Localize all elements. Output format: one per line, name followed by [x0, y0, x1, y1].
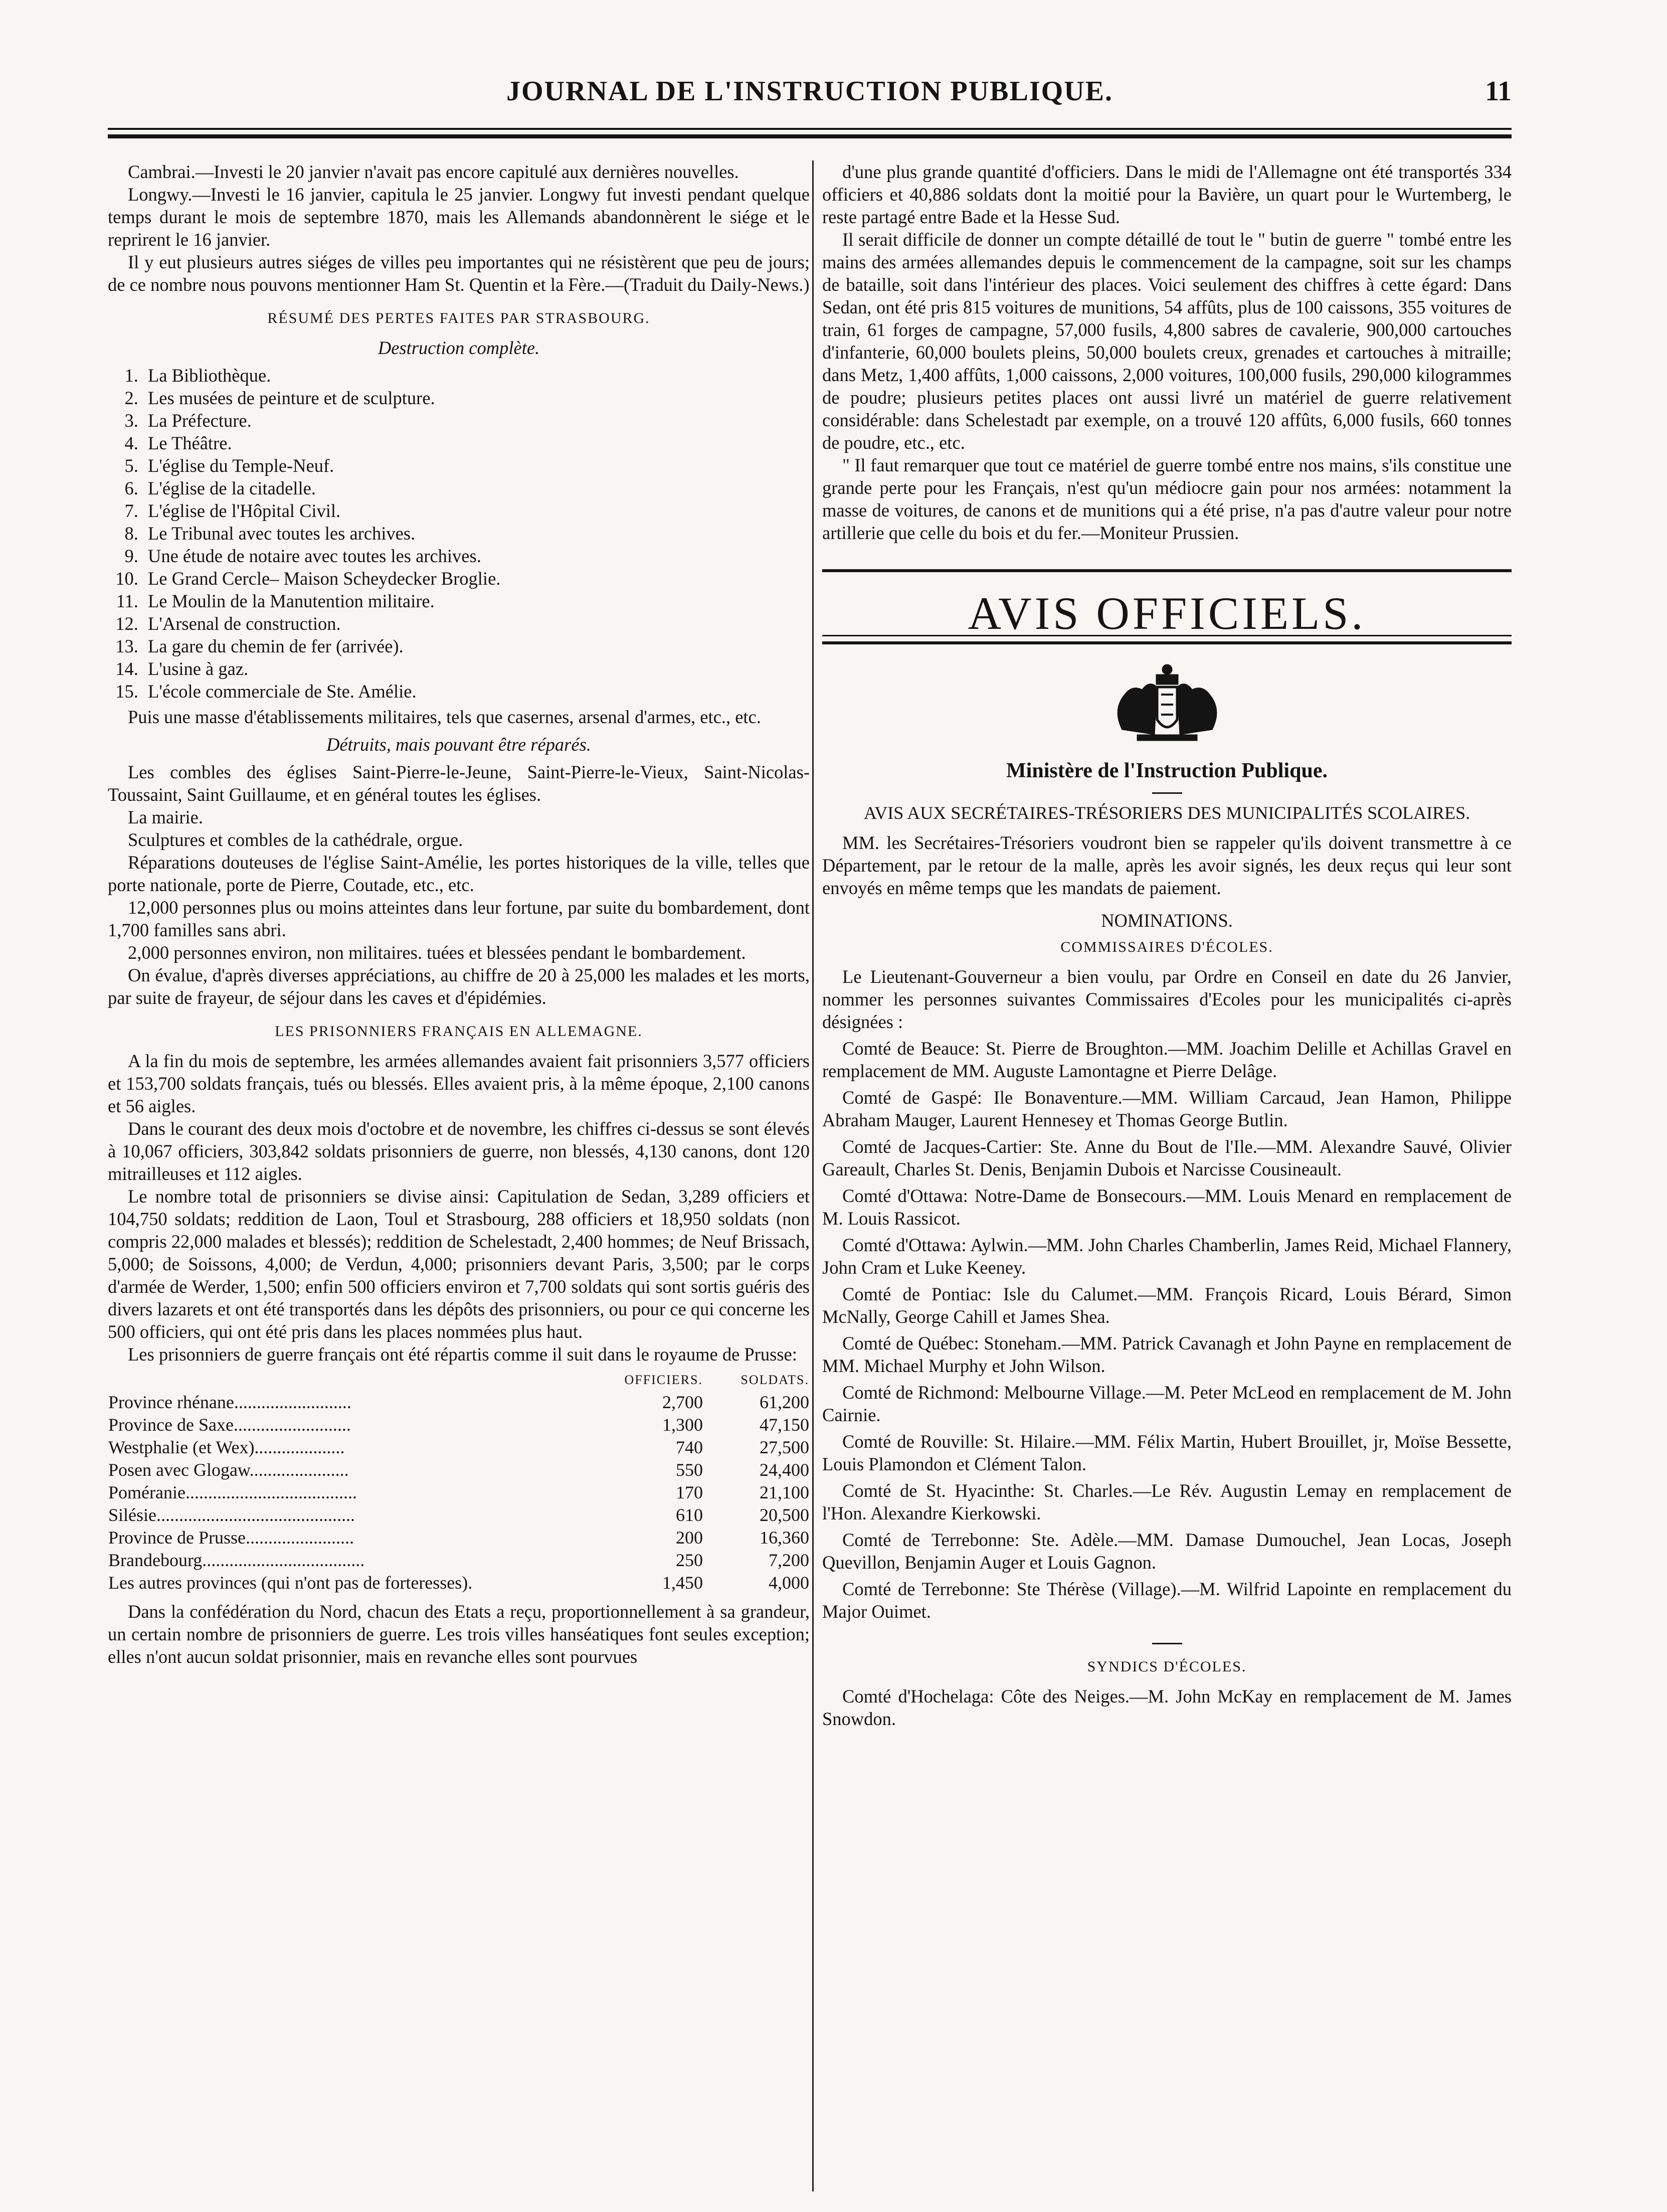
- table-cell-officers: 1,300: [662, 1415, 703, 1435]
- avis-officiels-title: AVIS OFFICIELS.: [968, 588, 1366, 639]
- nominations-heading: NOMINATIONS.: [1101, 910, 1233, 931]
- table-cell-province: Poméranie......................................: [108, 1482, 357, 1502]
- repair-paragraph: 2,000 personnes environ, non militaires. tuées et blessées pendant le bombardement.: [128, 942, 746, 963]
- commissaire-entry: Comté de Rouville: St. Hilaire.—MM. Félix Martin, Hubert Brouillet, jr, Moïse Bessette, Louis Plamondon et Clément Talon.: [822, 1431, 1512, 1474]
- destruction-item: 8. Le Tribunal avec toutes les archives.: [143, 522, 810, 545]
- destruction-item: 2. Les musées de peinture et de sculpture.: [143, 387, 810, 409]
- table-cell-soldiers: 21,100: [760, 1482, 809, 1502]
- prisoners-paragraphs: [108, 1050, 810, 1366]
- table-cell-province: Les autres provinces (qui n'ont pas de forteresses).: [108, 1573, 473, 1593]
- commissaires-list: [822, 1037, 1512, 1623]
- prisoners-paragraph: Dans le courant des deux mois d'octobre et de novembre, les chiffres ci-dessus se sont élevés à 10,067 officiers, 303,842 soldats prisonniers de guerre, non blessés, 4,130 canons, dont 120 mitrailleuses et 112 aigles.: [108, 1118, 810, 1184]
- repair-heading: Détruits, mais pouvant être réparés.: [326, 734, 591, 755]
- header-rule-bottom: [108, 134, 1512, 138]
- destruction-item: 5. L'église du Temple-Neuf.: [143, 454, 810, 477]
- table-cell-soldiers: 61,200: [760, 1392, 809, 1412]
- commissaire-entry: Comté de Québec: Stoneham.—MM. Patrick Cavanagh et John Payne en remplacement de MM. Michael Murphy et John Wilson.: [822, 1333, 1512, 1376]
- table-row: [108, 1414, 810, 1436]
- continuation-paragraph: Il serait difficile de donner un compte détaillé de tout le " butin de guerre " tombé entre les mains des armées allemandes depuis le commencement de la campagne, soit sur les champs de bataille, soit dans l'intérieur des places. Voici seulement des chiffres à cette égard: Dans Sedan, ont été pris 815 voitures de munitions, 54 affûts, plus de 100 caissons, 355 voitures de train, 61 forges de campagne, 57,000 fusils, 4,800 sabres de cavalerie, 900,000 cartouches d'infanterie, 60,000 boulets pleins, 50,000 boulets creux, grenades et cartouches à mitraille; dans Metz, 1,400 affûts, 1,000 caissons, 2,000 voitures, 100,000 fusils, 290,000 kilogrammes de poudre; plusieurs petites places ont aussi livré un matériel de guerre relativement considérable: dans Schelestadt par exemple, on a trouvé 120 affûts, 6,000 fusils, 660 tonnes de poudre, etc., etc.: [822, 229, 1512, 453]
- destruction-item: 14. L'usine à gaz.: [143, 657, 810, 680]
- syndic-entry: Comté d'Hochelaga: Côte des Neiges.—M. John McKay en remplacement de M. James Snowdon.: [822, 1686, 1512, 1729]
- table-cell-soldiers: 7,200: [769, 1550, 809, 1570]
- ministere-title: Ministère de l'Instruction Publique.: [1006, 759, 1328, 782]
- table-cell-officers: 2,700: [662, 1392, 703, 1412]
- page-number: 11: [1485, 76, 1512, 107]
- prisoners-paragraph: A la fin du mois de septembre, les armées allemandes avaient fait prisonniers 3,577 officiers et 153,700 soldats français, tués ou blessés. Elles avaient pris, à la même époque, 2,100 canons et 56 aigles.: [108, 1051, 810, 1116]
- intro-paragraph: Longwy.—Investi le 16 janvier, capitula le 25 janvier. Longwy fut investi pendant quelque temps durant le mois de septembre 1870, mais les Allemands abandonnèrent le siége et le reprirent le 16 janvier.: [108, 184, 810, 250]
- repair-paragraph: On évalue, d'après diverses appréciations, au chiffre de 20 à 25,000 les malades et les morts, par suite de frayeur, de séjour dans les caves et d'épidémies.: [108, 965, 810, 1008]
- destruction-item: 15. L'école commerciale de Ste. Amélie.: [143, 680, 810, 703]
- syndics-list: [822, 1685, 1512, 1730]
- coat-of-arms-icon: [1102, 659, 1232, 745]
- right-continuation: [822, 160, 1512, 544]
- table-cell-province: Posen avec Glogaw......................: [108, 1460, 349, 1480]
- commissaire-entry: Comté de Terrebonne: Ste Thérèse (Village).—M. Wilfrid Lapointe en remplacement du Major Ouimet.: [822, 1579, 1512, 1622]
- destruction-item: 11. Le Moulin de la Manutention militaire.: [143, 590, 810, 612]
- header-rule-top: [108, 128, 1512, 130]
- prisoners-paragraph: Les prisonniers de guerre français ont été répartis comme il suit dans le royaume de Prusse:: [128, 1344, 797, 1365]
- table-cell-soldiers: 27,500: [760, 1437, 809, 1457]
- table-row: [108, 1481, 810, 1504]
- table-row: [108, 1436, 810, 1459]
- prisoners-table: [108, 1369, 810, 1594]
- commissaire-entry: Comté de St. Hyacinthe: St. Charles.—Le Rév. Augustin Lemay en remplacement de l'Hon. Alexandre Kierkowski.: [822, 1480, 1512, 1523]
- destruction-after: Puis une masse d'établissements militaires, tels que casernes, arsenal d'armes, etc., etc.: [128, 707, 761, 727]
- commissaire-entry: Comté de Jacques-Cartier: Ste. Anne du Bout de l'Ile.—MM. Alexandre Sauvé, Olivier Gareault, Charles St. Denis, Benjamin Dubois et Narcisse Cousineault.: [822, 1136, 1512, 1179]
- repair-paragraph: 12,000 personnes plus ou moins atteintes dans leur fortune, par suite du bombardement, dont 1,700 familles sans abri.: [108, 897, 810, 940]
- table-cell-officers: 200: [676, 1527, 703, 1548]
- commissaire-entry: Comté de Beauce: St. Pierre de Broughton.—MM. Joachim Delille et Achillas Gravel en remplacement de MM. Auguste Lamontagne et Pierre Delâge.: [822, 1038, 1512, 1081]
- commissaires-heading: COMMISSAIRES D'ÉCOLES.: [1060, 939, 1273, 955]
- commissaire-entry: Comté de Pontiac: Isle du Calumet.—MM. François Ricard, Louis Bérard, Simon McNally, George Cahill et James Shea.: [822, 1284, 1512, 1327]
- destruction-list: [108, 364, 810, 703]
- commissaire-entry: Comté de Richmond: Melbourne Village.—M. Peter McLeod en remplacement de M. John Cairnie.: [822, 1382, 1512, 1425]
- intro-paragraph: Il y eut plusieurs autres siéges de villes peu importantes qui ne résistèrent que peu de jours; de ce nombre nous pouvons mentionner Ham St. Quentin et la Fère.—(Traduit du Daily-News.): [108, 252, 810, 295]
- left-closing: Dans la confédération du Nord, chacun des Etats a reçu, proportionnellement à sa grandeur, un certain nombre de prisonniers de guerre. Les trois villes hanséatiques font seules exception; elles n'ont aucun soldat prisonnier, mais en revanche elles sont pourvues: [108, 1601, 810, 1667]
- table-cell-province: Brandebourg....................................: [108, 1550, 365, 1570]
- table-cell-province: Westphalie (et Wex)....................: [108, 1437, 345, 1457]
- table-cell-province: Province rhénane..........................: [108, 1392, 351, 1412]
- destruction-item: 10. Le Grand Cercle– Maison Scheydecker Broglie.: [143, 567, 810, 590]
- strasbourg-heading: RÉSUMÉ DES PERTES FAITES PAR STRASBOURG.: [267, 310, 650, 326]
- prisoners-heading: LES PRISONNIERS FRANÇAIS EN ALLEMAGNE.: [275, 1023, 643, 1040]
- table-cell-officers: 550: [676, 1460, 703, 1480]
- short-rule: [1152, 792, 1182, 794]
- repair-paragraph: La mairie.: [128, 807, 203, 827]
- avis-text: MM. les Secrétaires-Trésoriers voudront bien se rappeler qu'ils doivent transmettre à ce Département, par le retour de la malle, après les avoir signés, les deux reçus qui leur sont envoyés en même temps que les mandats de paiement.: [822, 832, 1512, 898]
- repair-paragraph: Les combles des églises Saint-Pierre-le-Jeune, Saint-Pierre-le-Vieux, Saint-Nicolas-Toussaint, Saint Guillaume, et en général toutes les églises.: [108, 762, 810, 805]
- table-cell-province: Province de Saxe..........................: [108, 1415, 351, 1435]
- table-row: [108, 1526, 810, 1549]
- left-column: [108, 160, 810, 1668]
- prisoners-paragraph: Le nombre total de prisonniers se divise ainsi: Capitulation de Sedan, 3,289 officiers et 104,750 soldats; reddition de Laon, Toul et Strasbourg, 288 officiers et 18,950 soldats (non compris 22,000 malades et blessés); reddition de Schelestadt, 2,400 hommes; de Neuf Brissach, 5,000; de Soissons, 4,000; de Verdun, 4,000; prisonniers devant Paris, 3,500; par le corps d'armée de Werder, 1,500; enfin 500 officiers environ et 7,700 soldats qui sont sortis guéris des divers lazarets et ont été transportés dans les dépôts des prisonniers, ou pour ce qui concerne les 500 officiers, qui ont été pris dans les places nommées plus haut.: [108, 1186, 810, 1342]
- commissaire-entry: Comté de Terrebonne: Ste. Adèle.—MM. Damase Dumouchel, Jean Locas, Joseph Quevillon, Benjamin Auger et Louis Gagnon.: [822, 1529, 1512, 1573]
- destruction-item: 6. L'église de la citadelle.: [143, 477, 810, 499]
- commissaire-entry: Comté d'Ottawa: Aylwin.—MM. John Charles Chamberlin, James Reid, Michael Flannery, John Cram et Luke Keeney.: [822, 1235, 1512, 1278]
- table-cell-province: Silésie............................................: [108, 1505, 355, 1525]
- table-head-soldiers: SOLDATS.: [740, 1373, 809, 1387]
- table-cell-province: Province de Prusse........................: [108, 1527, 354, 1548]
- continuation-paragraph: d'une plus grande quantité d'officiers. Dans le midi de l'Allemagne ont été transportés 334 officiers et 40,886 soldats dont la moitié pour la Bavière, un quart pour le Wurtemberg, le reste partagé entre Bade et la Hesse Sud.: [822, 161, 1512, 227]
- table-cell-officers: 170: [676, 1482, 703, 1502]
- table-cell-soldiers: 47,150: [760, 1415, 809, 1435]
- syndics-heading: SYNDICS D'ÉCOLES.: [1087, 1658, 1247, 1675]
- destruction-item: 9. Une étude de notaire avec toutes les archives.: [143, 545, 810, 567]
- table-row: [108, 1549, 810, 1572]
- table-cell-officers: 610: [676, 1505, 703, 1525]
- table-cell-officers: 740: [676, 1437, 703, 1457]
- commissaire-entry: Comté d'Ottawa: Notre-Dame de Bonsecours.—MM. Louis Menard en remplacement de M. Louis Rassicot.: [822, 1185, 1512, 1229]
- destruction-item: 3. La Préfecture.: [143, 409, 810, 432]
- page-header: [108, 75, 1512, 110]
- table-row: [108, 1504, 810, 1526]
- table-row: [108, 1391, 810, 1414]
- right-column: [822, 160, 1512, 1730]
- column-divider: [812, 160, 814, 2191]
- destruction-item: 12. L'Arsenal de construction.: [143, 612, 810, 635]
- commissaire-entry: Comté de Gaspé: Ile Bonaventure.—MM. William Carcaud, Jean Hamon, Philippe Abraham Mauger, Laurent Hennesey et Thomas George Butlin.: [822, 1087, 1512, 1130]
- table-cell-soldiers: 24,400: [760, 1460, 809, 1480]
- table-cell-soldiers: 4,000: [769, 1573, 809, 1593]
- table-head-officers: OFFICIERS.: [624, 1373, 703, 1387]
- section-rule: [822, 569, 1512, 572]
- table-row: [108, 1572, 810, 1594]
- destruction-heading: Destruction complète.: [378, 337, 540, 358]
- left-intro: [108, 160, 810, 296]
- repair-paragraph: Sculptures et combles de la cathédrale, orgue.: [128, 829, 463, 850]
- commissaires-intro: Le Lieutenant-Gouverneur a bien voulu, par Ordre en Conseil en date du 26 Janvier, nommer les personnes suivantes Commissaires d'Ecoles pour les municipalités ci-après désignées :: [822, 966, 1512, 1032]
- table-row: [108, 1459, 810, 1481]
- table-cell-officers: 250: [676, 1550, 703, 1570]
- repair-paragraphs: [108, 761, 810, 1009]
- table-cell-soldiers: 16,360: [760, 1527, 809, 1548]
- destruction-item: 4. Le Théâtre.: [143, 432, 810, 454]
- continuation-paragraph: " Il faut remarquer que tout ce matériel de guerre tombé entre nos mains, s'ils constitue une grande perte pour les Français, n'est qu'un médiocre gain pour nos armées: notamment la masse de voitures, de canons et de munitions qui a été prise, n'a pas d'autre valeur pour notre artillerie que celle du bois et du fer.—Moniteur Prussien.: [822, 455, 1512, 543]
- avis-heading: AVIS AUX SECRÉTAIRES-TRÉSORIERS DES MUNICIPALITÉS SCOLAIRES.: [863, 803, 1470, 823]
- journal-title: JOURNAL DE L'INSTRUCTION PUBLIQUE.: [506, 76, 1113, 107]
- destruction-item: 1. La Bibliothèque.: [143, 364, 810, 387]
- intro-paragraph: Cambrai.—Investi le 20 janvier n'avait pas encore capitulé aux dernières nouvelles.: [128, 161, 739, 182]
- destruction-item: 7. L'église de l'Hôpital Civil.: [143, 499, 810, 522]
- table-cell-officers: 1,450: [662, 1573, 703, 1593]
- table-cell-soldiers: 20,500: [760, 1505, 809, 1525]
- destruction-item: 13. La gare du chemin de fer (arrivée).: [143, 635, 810, 657]
- short-rule-2: [1152, 1643, 1182, 1644]
- repair-paragraph: Réparations douteuses de l'église Saint-Amélie, les portes historiques de la ville, telles que porte nationale, porte de Pierre, Coutade, etc., etc.: [108, 852, 810, 895]
